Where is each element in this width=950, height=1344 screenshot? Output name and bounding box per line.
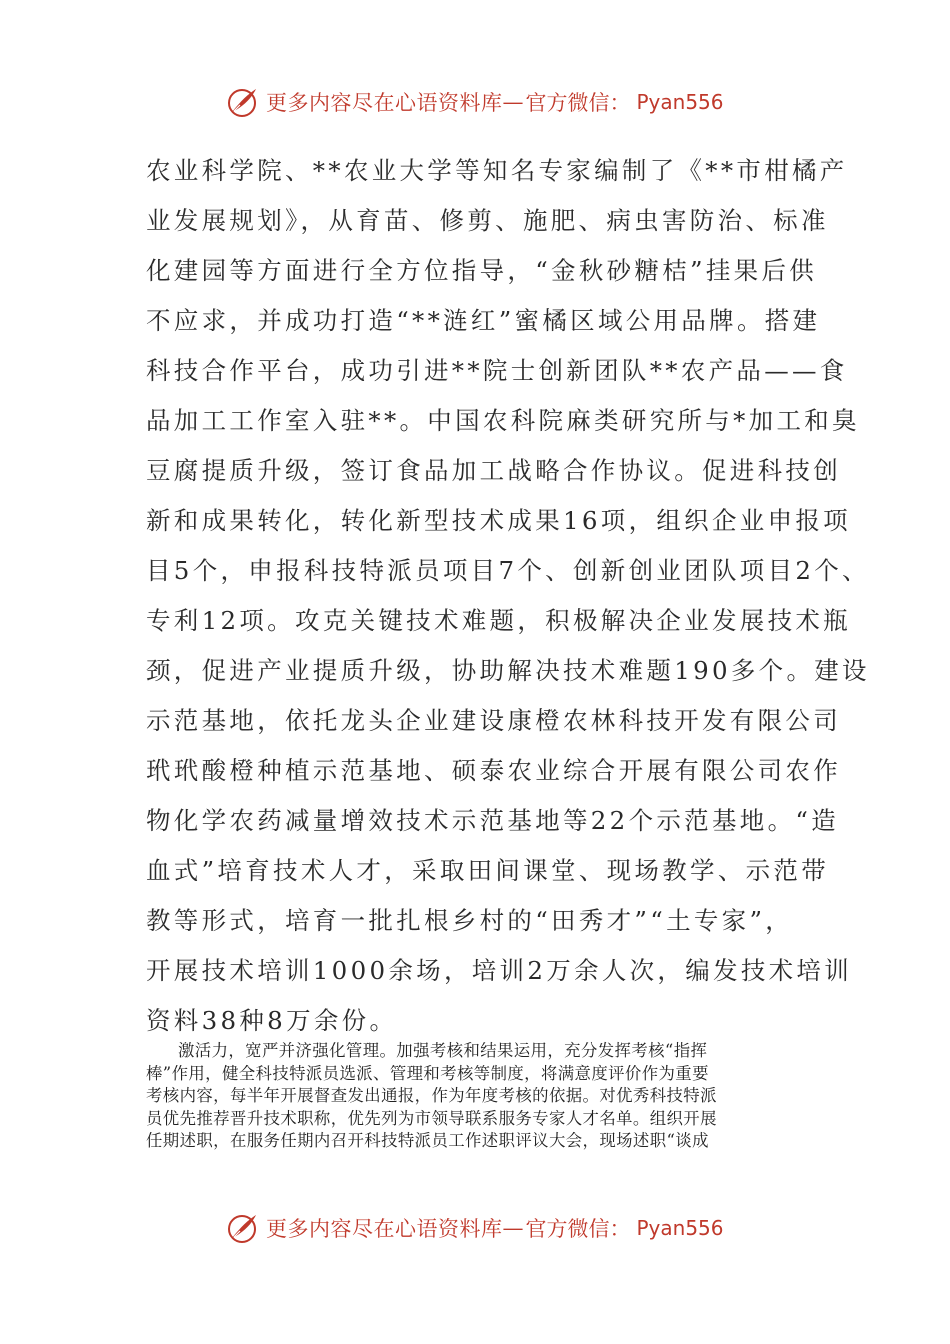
quill-logo-icon [226, 1211, 260, 1245]
document-body [146, 146, 870, 1046]
watermark-dash: — [502, 90, 524, 114]
watermark-wechat-id: Pyan556 [636, 90, 724, 114]
body-line: 业发展规划》，从育苗、修剪、施肥、病虫害防治、标准 [146, 206, 829, 235]
watermark-wechat-id: Pyan556 [636, 1216, 724, 1240]
watermark-dash: — [502, 1216, 524, 1240]
watermark-text: 更多内容尽在心语资料库 [266, 1217, 503, 1241]
body-line: 新和成果转化，转化新型技术成果16项，组织企业申报项 [146, 506, 851, 535]
body-line: 品加工工作室入驻**。中国农科院麻类研究所与*加工和臭 [146, 406, 860, 435]
body-line: 血式”培育技术人才，采取田间课堂、现场教学、示范带 [146, 856, 830, 885]
paragraph-line: 员优先推荐晋升技术职称，优先列为市领导联系服务专家人才名单。组织开展 [146, 1108, 717, 1128]
watermark-wechat-label: 官方微信： [525, 91, 631, 115]
body-line: 科技合作平台，成功引进**院士创新团队**农产品——食 [146, 356, 848, 385]
body-line: 物化学农药减量增效技术示范基地等22个示范基地。“造 [146, 806, 839, 835]
body-line: 教等形式，培育一批扎根乡村的“田秀才”“土专家”， [146, 906, 794, 935]
body-line: 资料38种8万余份。 [146, 1006, 398, 1035]
body-line: 不应求，并成功打造“**涟红”蜜橘区域公用品牌。搭建 [146, 306, 821, 335]
body-line: 豆腐提质升级，签订食品加工战略合作协议。促进科技创 [146, 456, 841, 485]
quill-logo-icon [226, 85, 260, 119]
body-line: 示范基地，依托龙头企业建设康橙农林科技开发有限公司 [146, 706, 841, 735]
watermark-footer [226, 1208, 724, 1248]
body-line: 开展技术培训1000余场，培训2万余人次，编发技术培训 [146, 956, 853, 985]
body-line: 颈，促进产业提质升级，协助解决技术难题190多个。建设 [146, 656, 870, 685]
body-line: 专利12项。攻克关键技术难题，积极解决企业发展技术瓶 [146, 606, 851, 635]
watermark-wechat-label: 官方微信： [525, 1217, 631, 1241]
paragraph-line: 考核内容，每半年开展督查发出通报，作为年度考核的依据。对优秀科技特派 [146, 1086, 717, 1105]
body-line: 玳玳酸橙种植示范基地、硕泰农业综合开展有限公司农作 [146, 756, 841, 785]
body-line: 化建园等方面进行全方位指导，“金秋砂糖桔”挂果后供 [146, 256, 818, 285]
document-paragraph-small [146, 1040, 811, 1153]
body-line: 目5个，申报科技特派员项目7个、创新创业团队项目2个、 [146, 556, 870, 585]
watermark-text: 更多内容尽在心语资料库 [266, 91, 503, 115]
paragraph-line: 任期述职，在服务任期内召开科技特派员工作述职评议大会，现场述职“谈成 [146, 1131, 709, 1150]
body-line: 农业科学院、**农业大学等知名专家编制了《**市柑橘产 [146, 156, 848, 185]
paragraph-line: 棒”作用，健全科技特派员选派、管理和考核等制度，将满意度评价作为重要 [146, 1063, 709, 1083]
paragraph-line: 激活力，宽严并济强化管理。加强考核和结果运用，充分发挥考核“指挥 [178, 1041, 708, 1060]
watermark-header [226, 82, 724, 122]
